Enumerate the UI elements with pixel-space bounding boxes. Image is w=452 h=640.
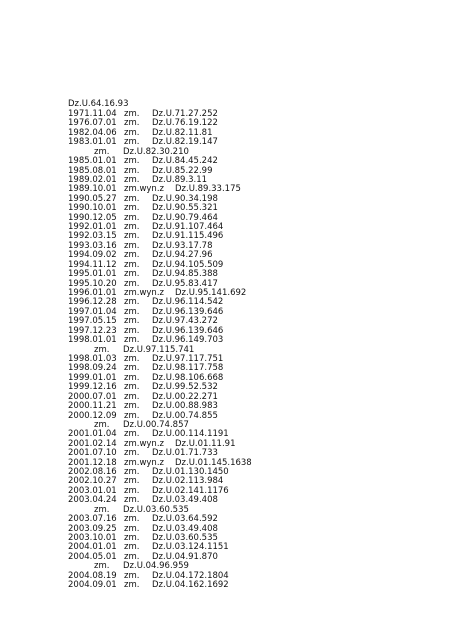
entry-reference: Dz.U.03.60.535	[152, 532, 218, 543]
entry-kind: zm.	[124, 193, 140, 204]
entry-kind: zm.	[124, 372, 140, 383]
entry-kind: zm.	[124, 174, 140, 185]
entry-reference: Dz.U.95.141.692	[175, 288, 247, 299]
entry-kind: zm.	[124, 363, 140, 374]
entry-reference: Dz.U.02.141.1176	[152, 485, 229, 496]
entry-date: 1985.01.01	[68, 156, 117, 167]
entry-kind: zm.	[124, 401, 140, 412]
entry-reference: Dz.U.93.17.78	[152, 240, 213, 251]
entry-reference: Dz.U.90.34.198	[152, 193, 218, 204]
entry-kind: zm.	[124, 429, 140, 440]
entry-reference: Dz.U.02.113.984	[152, 476, 224, 487]
entry-reference: Dz.U.97.115.741	[123, 344, 195, 355]
entry-reference: Dz.U.76.19.122	[152, 118, 218, 129]
entry-kind: zm.	[124, 259, 140, 270]
entry-date: 2002.10.27	[68, 476, 117, 487]
entry-kind: zm.	[124, 391, 140, 402]
entry-kind: zm.	[124, 410, 140, 421]
entry-kind: zm.	[124, 269, 140, 280]
entry-date: 2004.08.19	[68, 570, 117, 581]
document-title: Dz.U.64.16.93	[68, 99, 129, 109]
entry-date: 2001.01.04	[68, 429, 117, 440]
entry-date: 1997.12.23	[68, 325, 117, 336]
entry-reference: Dz.U.99.52.532	[152, 382, 218, 393]
entry-kind: zm.	[124, 495, 140, 506]
entry-kind: zm.	[124, 551, 140, 562]
entry-kind: zm.	[124, 542, 140, 553]
entry-reference: Dz.U.01.11.91	[175, 438, 236, 449]
entry-date: 1989.02.01	[68, 174, 117, 185]
entry-date: 2003.04.24	[68, 495, 117, 506]
entry-reference: Dz.U.00.114.1191	[152, 429, 229, 440]
entry-reference: Dz.U.00.74.855	[152, 410, 218, 421]
entry-kind: zm.	[124, 382, 140, 393]
entry-reference: Dz.U.94.105.509	[152, 259, 224, 270]
entry-reference: Dz.U.01.145.1638	[175, 457, 252, 468]
entry-reference: Dz.U.82.11.81	[152, 127, 213, 138]
entry-date: 2000.11.21	[68, 401, 117, 412]
entry-kind: zm.	[124, 127, 140, 138]
entry-date: 1995.10.20	[68, 278, 117, 289]
entry-reference: Dz.U.03.60.535	[123, 504, 189, 515]
entry-kind: zm.	[94, 344, 110, 355]
entry-reference: Dz.U.03.64.592	[152, 514, 218, 525]
entry-date: 1994.11.12	[68, 259, 117, 270]
entry-date: 2000.07.01	[68, 391, 117, 402]
entry-reference: Dz.U.91.115.496	[152, 231, 224, 242]
entry-kind: zm.wyn.z	[124, 457, 164, 468]
entry-kind: zm.	[124, 570, 140, 581]
entry-date: 1996.12.28	[68, 297, 117, 308]
entry-date: 2000.12.09	[68, 410, 117, 421]
entry-date: 1990.05.27	[68, 193, 117, 204]
entry-date: 1999.01.01	[68, 372, 117, 383]
entry-date: 1998.09.24	[68, 363, 117, 374]
entry-date: 1995.01.01	[68, 269, 117, 280]
entry-kind: zm.	[124, 297, 140, 308]
entry-kind: zm.	[124, 240, 140, 251]
entry-reference: Dz.U.00.22.271	[152, 391, 218, 402]
entry-date: 2004.09.01	[68, 580, 117, 591]
entry-date: 1998.01.03	[68, 353, 117, 364]
entry-reference: Dz.U.89.3.11	[152, 174, 208, 185]
entry-date: 2004.01.01	[68, 542, 117, 553]
entry-date: 1999.12.16	[68, 382, 117, 393]
entry-reference: Dz.U.03.49.408	[152, 495, 218, 506]
entry-kind: zm.	[124, 250, 140, 261]
entry-date: 2002.08.16	[68, 467, 117, 478]
entry-reference: Dz.U.95.83.417	[152, 278, 218, 289]
entry-date: 1985.08.01	[68, 165, 117, 176]
entry-kind: zm.	[124, 306, 140, 317]
entry-reference: Dz.U.84.45.242	[152, 156, 218, 167]
entry-date: 1971.11.04	[68, 109, 117, 119]
entry-reference: Dz.U.71.27.252	[152, 109, 218, 119]
entry-kind: zm.	[124, 514, 140, 525]
entry-kind: zm.	[124, 580, 140, 591]
entry-reference: Dz.U.90.55.321	[152, 203, 218, 214]
entry-kind: zm.	[124, 316, 140, 327]
entry-reference: Dz.U.98.106.668	[152, 372, 224, 383]
entry-kind: zm.	[124, 353, 140, 364]
entry-kind: zm.wyn.z	[124, 184, 164, 195]
entry-kind: zm.	[94, 419, 110, 430]
entry-kind: zm.	[124, 137, 140, 148]
entry-date: 1976.07.01	[68, 118, 117, 129]
entry-kind: zm.	[124, 118, 140, 129]
entry-kind: zm.	[124, 476, 140, 487]
entry-kind: zm.	[124, 335, 140, 346]
entry-reference: Dz.U.01.130.1450	[152, 467, 229, 478]
entry-kind: zm.	[124, 467, 140, 478]
entry-date: 1982.04.06	[68, 127, 117, 138]
entry-date: 1997.01.04	[68, 306, 117, 317]
entry-kind: zm.	[124, 165, 140, 176]
entry-reference: Dz.U.96.149.703	[152, 335, 224, 346]
entry-reference: Dz.U.94.27.96	[152, 250, 213, 261]
entry-date: 1996.01.01	[68, 288, 117, 299]
entry-kind: zm.	[124, 156, 140, 167]
entry-reference: Dz.U.98.117.758	[152, 363, 224, 374]
entry-kind: zm.	[124, 523, 140, 534]
entry-kind: zm.	[124, 532, 140, 543]
entry-reference: Dz.U.89.33.175	[175, 184, 241, 195]
entry-reference: Dz.U.94.85.388	[152, 269, 218, 280]
entry-reference: Dz.U.03.49.408	[152, 523, 218, 534]
entry-kind: zm.wyn.z	[124, 438, 164, 449]
entry-kind: zm.	[124, 109, 140, 119]
entry-reference: Dz.U.85.22.99	[152, 165, 213, 176]
entry-date: 2003.07.16	[68, 514, 117, 525]
entry-date: 1994.09.02	[68, 250, 117, 261]
entry-date: 1992.01.01	[68, 222, 117, 233]
entry-reference: Dz.U.01.71.733	[152, 448, 218, 459]
entry-kind: zm.	[124, 222, 140, 233]
entry-reference: Dz.U.96.114.542	[152, 297, 224, 308]
entry-kind: zm.	[94, 561, 110, 572]
entry-date: 2001.12.18	[68, 457, 117, 468]
entry-kind: zm.	[94, 146, 110, 157]
entry-date: 2004.05.01	[68, 551, 117, 562]
entry-kind: zm.	[124, 212, 140, 223]
entry-date: 2003.09.25	[68, 523, 117, 534]
entry-reference: Dz.U.96.139.646	[152, 325, 224, 336]
entry-date: 2001.02.14	[68, 438, 117, 449]
entry-kind: zm.	[124, 231, 140, 242]
entry-date: 1990.12.05	[68, 212, 117, 223]
entry-reference: Dz.U.00.88.983	[152, 401, 218, 412]
entry-date: 1983.01.01	[68, 137, 117, 148]
entry-reference: Dz.U.91.107.464	[152, 222, 224, 233]
entry-date: 2003.01.01	[68, 485, 117, 496]
entry-reference: Dz.U.90.79.464	[152, 212, 218, 223]
entry-date: 1990.10.01	[68, 203, 117, 214]
entry-kind: zm.wyn.z	[124, 288, 164, 299]
entry-reference: Dz.U.96.139.646	[152, 306, 224, 317]
entry-reference: Dz.U.04.96.959	[123, 561, 189, 572]
entry-kind: zm.	[124, 203, 140, 214]
entry-reference: Dz.U.82.30.210	[123, 146, 189, 157]
entry-reference: Dz.U.97.43.272	[152, 316, 218, 327]
entry-date: 1998.01.01	[68, 335, 117, 346]
entry-kind: zm.	[124, 325, 140, 336]
entry-date: 1993.03.16	[68, 240, 117, 251]
entry-reference: Dz.U.82.19.147	[152, 137, 218, 148]
entry-kind: zm.	[124, 278, 140, 289]
entry-kind: zm.	[124, 448, 140, 459]
entry-kind: zm.	[94, 504, 110, 515]
entry-date: 1997.05.15	[68, 316, 117, 327]
entry-reference: Dz.U.03.124.1151	[152, 542, 229, 553]
entry-date: 1992.03.15	[68, 231, 117, 242]
entry-date: 1989.10.01	[68, 184, 117, 195]
entry-reference: Dz.U.04.172.1804	[152, 570, 229, 581]
entry-date: 2001.07.10	[68, 448, 117, 459]
entry-kind: zm.	[124, 485, 140, 496]
entry-reference: Dz.U.04.162.1692	[152, 580, 229, 591]
entry-reference: Dz.U.00.74.857	[123, 419, 189, 430]
entry-reference: Dz.U.04.91.870	[152, 551, 218, 562]
entry-date: 2003.10.01	[68, 532, 117, 543]
entry-reference: Dz.U.97.117.751	[152, 353, 224, 364]
